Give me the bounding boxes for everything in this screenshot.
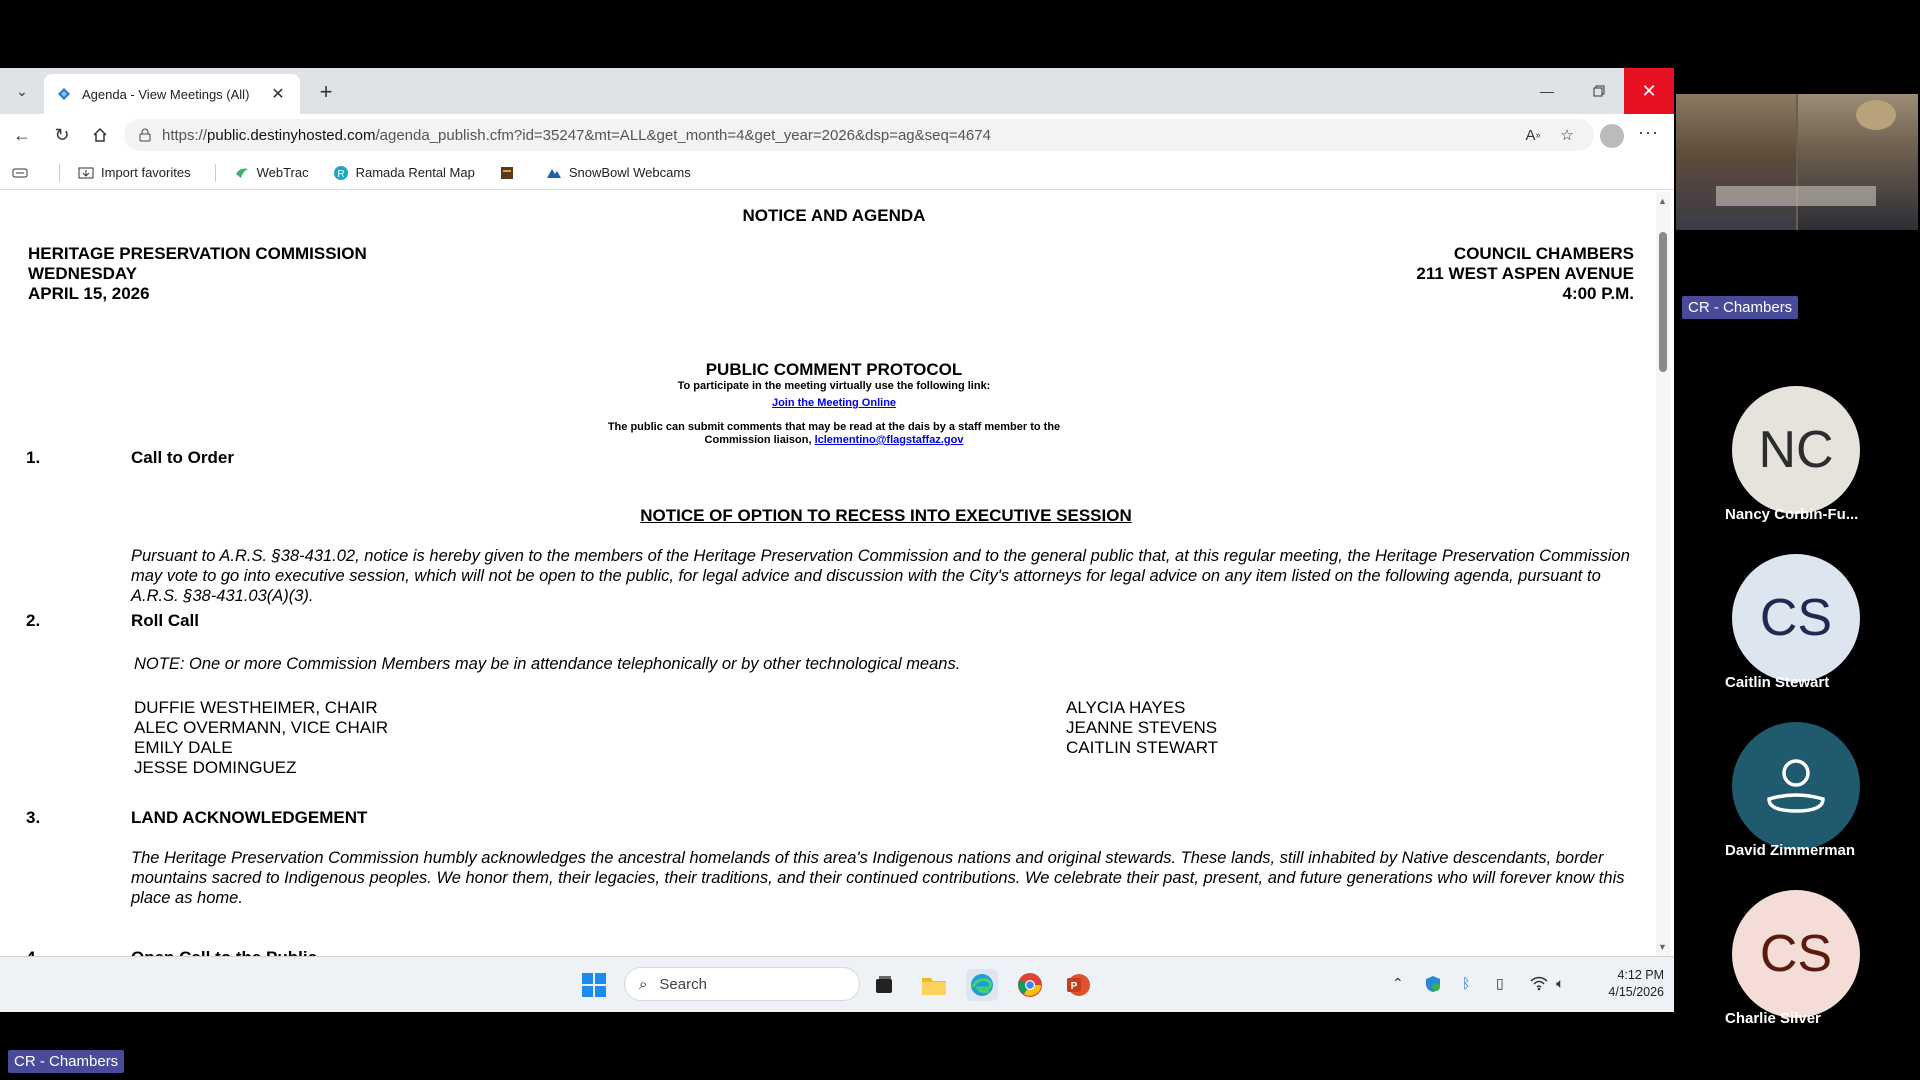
bluetooth-icon[interactable]: ᛒ xyxy=(1462,975,1471,991)
roster-member: EMILY DALE xyxy=(134,738,233,757)
page-scrollbar[interactable] xyxy=(1656,192,1670,956)
participant-avatar[interactable] xyxy=(1732,890,1860,1018)
edge-logo-icon xyxy=(969,972,995,998)
chrome-icon[interactable] xyxy=(1014,969,1046,1001)
roster-member: CAITLIN STEWART xyxy=(1066,738,1219,757)
participant-avatar[interactable] xyxy=(1732,722,1860,850)
favorite-star-icon[interactable]: ☆ xyxy=(1560,127,1574,144)
more-menu-icon[interactable]: ··· xyxy=(1638,122,1659,142)
minimize-button[interactable]: — xyxy=(1540,83,1554,99)
exec-session-heading: NOTICE OF OPTION TO RECESS INTO EXECUTIVE SESSION xyxy=(640,506,1132,525)
land-acknowledgement-text: The Heritage Preservation Commission humbly acknowledges the ancestral homelands of this area's Indigenous nations and original stewards. These lands, still inhabited by Native descendants, border mountains sacred to Indigenous peoples. We honor them, their legacies, their traditions, and their continued contributions. We celebrate their past, present, and future generations who will forever know this place as home. xyxy=(131,849,1625,907)
lock-icon xyxy=(138,128,152,142)
bookmarks-divider xyxy=(215,164,216,182)
tab-agenda[interactable] xyxy=(44,74,300,114)
mountain-icon xyxy=(546,165,562,181)
bookmark-label: Ramada Rental Map xyxy=(355,165,475,180)
dais-desk xyxy=(1716,186,1876,206)
clock-date: 4/15/2026 xyxy=(1608,985,1664,999)
roster-member: DUFFIE WESTHEIMER, CHAIR xyxy=(134,698,378,717)
shield-icon xyxy=(1424,975,1442,993)
meeting-day: WEDNESDAY xyxy=(28,264,137,283)
roster-member: ALYCIA HAYES xyxy=(1066,698,1186,717)
powerpoint-logo-icon xyxy=(1065,972,1091,998)
bookmarks-bar xyxy=(0,156,1674,190)
url-text: https://public.destinyhosted.com/agenda_publish.cfm?id=35247&mt=ALL&get_month=4&get_year=2026&dsp=ag&seq=4674 xyxy=(162,126,991,144)
city-seal xyxy=(1856,100,1896,130)
bookmark-unnamed[interactable] xyxy=(499,165,522,181)
participant-name: Caitlin Stewart xyxy=(1725,674,1830,691)
bookmark-label: Import favorites xyxy=(101,165,191,180)
item-title-call-to-order: Call to Order xyxy=(131,448,234,467)
avatar-initials: NC xyxy=(1758,421,1834,479)
restore-button[interactable] xyxy=(1574,68,1624,114)
room-label-chip: CR - Chambers xyxy=(1682,296,1798,319)
bookmark-snowbowl-webcams[interactable] xyxy=(546,165,691,181)
roster-member: JESSE DOMINGUEZ xyxy=(134,758,297,777)
taskbar-search[interactable] xyxy=(624,967,860,1001)
scroll-up-icon[interactable]: ▲ xyxy=(1658,196,1667,206)
windows-start-icon[interactable] xyxy=(578,969,610,1001)
item-title-land-acknowledgement: LAND ACKNOWLEDGEMENT xyxy=(131,808,368,827)
shared-screen xyxy=(0,68,1674,1012)
meeting-date: APRIL 15, 2026 xyxy=(28,284,150,303)
usb-device-icon[interactable]: ▯ xyxy=(1496,975,1504,991)
agenda-document xyxy=(6,192,1656,956)
edge-browser-icon[interactable] xyxy=(966,969,998,1001)
defender-icon[interactable] xyxy=(1424,975,1442,996)
bookmark-label: WebTrac xyxy=(256,165,309,180)
roster-left xyxy=(134,698,388,778)
meeting-location: COUNCIL CHAMBERS xyxy=(1453,244,1634,263)
restore-icon xyxy=(1593,85,1605,97)
chrome-logo-icon xyxy=(1017,972,1043,998)
close-window-button[interactable]: ✕ xyxy=(1624,68,1674,114)
bookmarks-divider xyxy=(59,164,60,182)
person-icon xyxy=(1761,751,1831,821)
avatar-initials: CS xyxy=(1759,925,1833,983)
address-bar[interactable] xyxy=(124,119,1594,151)
browser-toolbar xyxy=(0,114,1674,156)
participant-avatar[interactable] xyxy=(1732,386,1860,514)
document-title: NOTICE AND AGENDA xyxy=(742,206,926,225)
scroll-thumb[interactable] xyxy=(1659,232,1667,372)
bookmark-label: SnowBowl Webcams xyxy=(568,165,691,180)
roster-member: JEANNE STEVENS xyxy=(1066,718,1218,737)
scroll-down-icon[interactable]: ▼ xyxy=(1658,942,1667,952)
bookmark-import-favorites[interactable] xyxy=(78,165,191,181)
site-favicon-icon xyxy=(56,86,72,102)
chamber-view-left xyxy=(1676,94,1796,230)
meeting-info-left xyxy=(28,244,367,304)
item-number: 2. xyxy=(26,611,41,630)
windows-logo-icon xyxy=(581,972,607,998)
search-icon: ⌕ xyxy=(639,975,648,993)
participant-avatar[interactable] xyxy=(1732,554,1860,682)
volume-icon[interactable]: 🔈︎ xyxy=(1556,975,1565,991)
powerpoint-icon[interactable] xyxy=(1062,969,1094,1001)
new-tab-button[interactable]: + xyxy=(319,79,333,104)
participant-name: Nancy Corbin-Fu... xyxy=(1725,506,1859,523)
book-icon xyxy=(499,165,515,181)
ramada-icon xyxy=(333,165,349,181)
roster-member: ALEC OVERMANN, VICE CHAIR xyxy=(134,718,389,737)
back-arrow-icon[interactable]: ← xyxy=(13,124,31,145)
item-title-roll-call: Roll Call xyxy=(131,611,200,630)
bottom-room-label-chip: CR - Chambers xyxy=(8,1050,124,1073)
tab-bar xyxy=(0,68,1674,114)
avatar-initials: CS xyxy=(1759,589,1833,647)
commission-name: HERITAGE PRESERVATION COMMISSION xyxy=(28,244,367,263)
svg-text:R: R xyxy=(336,168,345,180)
roster-right xyxy=(1066,698,1218,758)
folder-icon xyxy=(921,974,947,996)
roll-call-note: NOTE: One or more Commission Members may be in attendance telephonically or by other technological means. xyxy=(134,655,961,673)
tray-chevron-icon[interactable]: ⌃ xyxy=(1392,975,1404,991)
search-placeholder: Search xyxy=(659,975,707,993)
protocol-line-1: To participate in the meeting virtually use the following link: xyxy=(677,380,991,392)
bookmark-ramada-rental-map[interactable] xyxy=(333,165,475,181)
protocol-line-3: Commission liaison, xyxy=(704,434,812,446)
wifi-glyph-icon xyxy=(1530,975,1548,991)
tab-list-chevron-icon[interactable]: ⌄ xyxy=(16,82,28,99)
exec-session-text: Pursuant to A.R.S. §38-431.02, notice is hereby given to the members of the Heritage Preservation Commission and to the general public that, at this regular meeting, the Heritage Preservation Commission may vote to go into executive session, which will not be open to the public, for legal advice and discussion with the City's attorneys for legal advice on any item listed on the following agenda, pursuant to A.R.S. §38-431.03(A)(3). xyxy=(131,547,1630,605)
file-explorer-icon[interactable] xyxy=(918,969,950,1001)
item-number: 3. xyxy=(26,808,41,827)
protocol-title: PUBLIC COMMENT PROTOCOL xyxy=(705,360,963,379)
svg-text:P: P xyxy=(1070,981,1078,992)
tab-close-icon[interactable]: ✕ xyxy=(271,86,285,103)
meeting-address: 211 WEST ASPEN AVENUE xyxy=(1416,264,1634,283)
home-glyph-icon xyxy=(92,127,108,143)
home-icon[interactable] xyxy=(86,121,114,149)
system-clock[interactable] xyxy=(1584,967,1664,1001)
participant-name: Charlie Silver xyxy=(1725,1010,1821,1027)
clock-time: 4:12 PM xyxy=(1617,968,1664,982)
wifi-icon[interactable] xyxy=(1530,975,1548,994)
bookmark-webtrac[interactable] xyxy=(234,165,309,181)
read-aloud-icon[interactable]: A » xyxy=(1525,126,1541,144)
webtrac-icon xyxy=(234,165,250,181)
protocol-line-2: The public can submit comments that may be read at the dais by a staff member to the xyxy=(607,421,1061,433)
liaison-email-link[interactable]: lclementino@flagstaffaz.gov xyxy=(814,434,964,446)
sidebar-toggle-icon[interactable] xyxy=(12,165,35,181)
taskbar xyxy=(0,956,1674,1012)
tabs-icon xyxy=(12,165,28,181)
join-meeting-link[interactable]: Join the Meeting Online xyxy=(771,397,897,409)
task-view-icon[interactable] xyxy=(868,969,900,1001)
task-view-glyph-icon xyxy=(873,974,895,996)
item-number: 1. xyxy=(26,448,41,467)
profile-avatar[interactable] xyxy=(1600,124,1624,148)
refresh-icon[interactable]: ↻ xyxy=(54,124,70,145)
tab-title: Agenda - View Meetings (All) xyxy=(82,86,250,102)
camera-feed-chambers[interactable] xyxy=(1676,94,1918,230)
import-icon xyxy=(78,165,94,181)
meeting-time: 4:00 P.M. xyxy=(1562,284,1634,303)
public-comment-protocol xyxy=(6,360,1662,447)
participant-name: David Zimmerman xyxy=(1725,842,1856,859)
meeting-info-right xyxy=(1416,244,1634,304)
